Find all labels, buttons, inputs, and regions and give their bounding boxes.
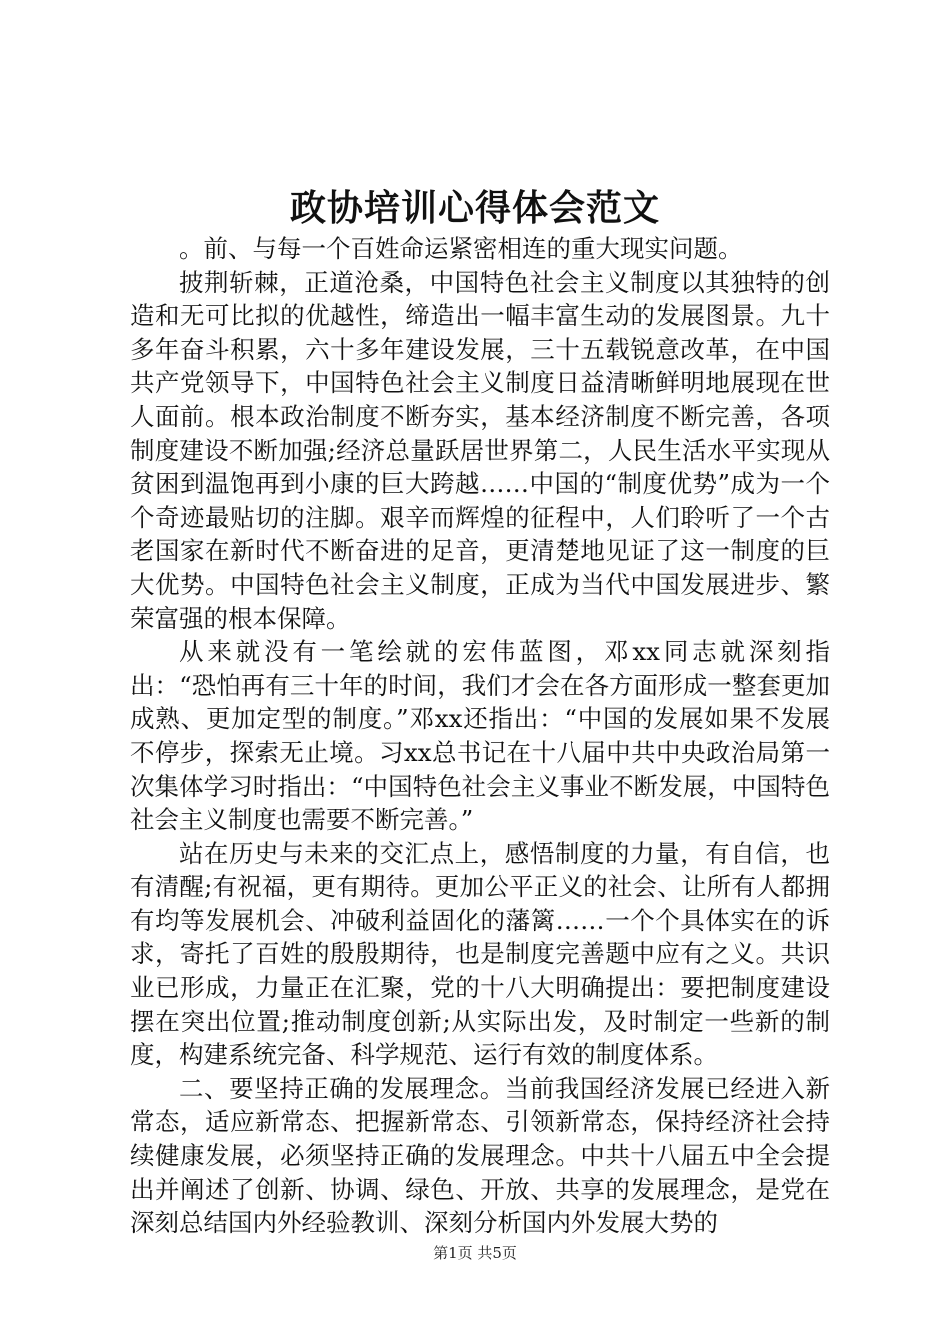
paragraph: 从来就没有一笔绘就的宏伟蓝图，邓xx同志就深刻指出：“恐怕再有三十年的时间，我们才会在各方面形成一整套更加成熟、更加定型的制度。”邓xx还指出：“中国的发展如果不发展不停步，探索无止境。习xx总书记在十八届中共中央政治局第一次集体学习时指出：“中国特色社会主义事业不断发展，中国特色社会主义制度也需要不断完善。” [130,637,830,835]
paragraph: 。前、与每一个百姓命运紧密相连的重大现实问题。 [179,234,743,263]
paragraph: 站在历史与未来的交汇点上，感悟制度的力量，有自信，也有清醒;有祝福，更有期待。更加公平正义的社会、让所有人都拥有均等发展机会、冲破利益固化的藩篱……一个个具体实在的诉求，寄托了百姓的殷殷期待，也是制度完善题中应有之义。共识业已形成，力量正在汇聚，党的十八大明确提出：要把制度建设摆在突出位置;推动制度创新;从实际出发，及时制定一些新的制度，构建系统完备、科学规范、运行有效的制度体系。 [130,838,830,1070]
page-footer: 第1页 共5页 [433,1244,517,1262]
paragraph: 披荆斩棘，正道沧桑，中国特色社会主义制度以其独特的创造和无可比拟的优越性，缔造出一幅丰富生动的发展图景。九十多年奋斗积累，六十多年建设发展，三十五载锐意改革，在中国共产党领导下，中国特色社会主义制度日益清晰鲜明地展现在世人面前。根本政治制度不断夯实，基本经济制度不断完善，各项制度建设不断加强;经济总量跃居世界第二，人民生活水平实现从贫困到温饱再到小康的巨大跨越……中国的“制度优势”成为一个个奇迹最贴切的注脚。艰辛而辉煌的征程中，人们聆听了一个古老国家在新时代不断奋进的足音，更清楚地见证了这一制度的巨大优势。中国特色社会主义制度，正成为当代中国发展进步、繁荣富强的根本保障。 [130,267,830,633]
document-title: 政协培训心得体会范文 [289,187,660,229]
document-body [130,232,830,1240]
paragraph: 二、要坚持正确的发展理念。当前我国经济发展已经进入新常态，适应新常态、把握新常态、引领新常态，保持经济社会持续健康发展，必须坚持正确的发展理念。中共十八届五中全会提出并阐述了创新、协调、绿色、开放、共享的发展理念，是党在深刻总结国内外经验教训、深刻分析国内外发展大势的 [130,1073,830,1238]
